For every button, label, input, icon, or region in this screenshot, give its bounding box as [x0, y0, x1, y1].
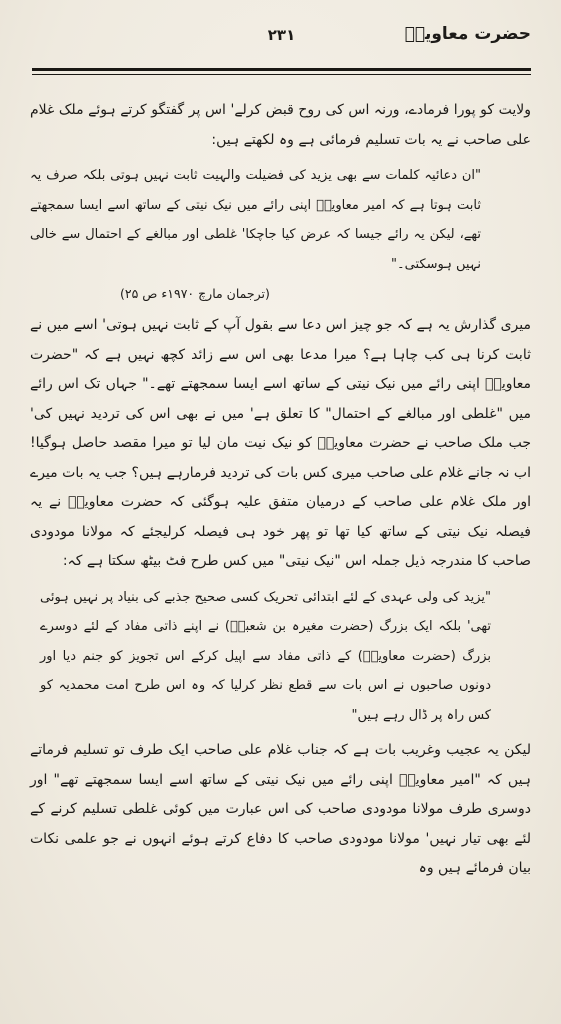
paragraph-1: ولایت کو پورا فرمادے، ورنہ اس کی روح قبض کرلے' اس پر گفتگو کرتے ہوئے ملک غلام علی صاحب نے یہ بات تسلیم فرمائی ہے وہ لکھتے ہیں: [30, 102, 531, 148]
citation: (ترجمان مارچ ۱۹۷۰ء ص ۲۵) [120, 286, 270, 301]
block-quote-2: "یزید کی ولی عہدی کے لئے ابتدائی تحریک کسی صحیح جذبے کی بنیاد پر نہیں ہوئی تھی' بلکہ ایک بزرگ (حضرت مغیرہ بن شعبہؓ) نے اپنے ذاتی مفاد کے لئے دوسرے بزرگ (حضرت معاویہؓ) کے ذاتی مفاد سے اپیل کرکے اس تجویز کو جنم دیا اور دونوں صاحبوں نے اس بات سے قطع نظر کرلیا کہ وہ اس طرح امت محمدیہ کو کس راہ پر ڈال رہے ہیں" [40, 589, 491, 723]
header-rule-thick [32, 68, 531, 71]
paragraph-2: میری گذارش یہ ہے کہ جو چیز اس دعا سے بقول آپ کے ثابت نہیں ہوتی' اسے میں نے ثابت کرنا ہی کب چاہا ہے؟ میرا مدعا بھی اس سے زائد کچھ نہیں ہے کہ "حضرت معاویہؓ اپنی رائے میں نیک نیتی کے ساتھ اسے ایسا سمجھتے تھے۔" جہاں تک اس رائے میں "غلطی اور مبالغے کے احتمال" کا تعلق ہے' میں نے بھی اس کی تردید نہیں کی' جب ملک صاحب نے حضرت معاویہؓ کو نیک نیت مان لیا تو میرا مقصد حاصل ہوگیا! اب نہ جانے غلام علی صاحب میری کس بات کی تردید فرمارہے ہیں؟ جب یہ بات میرے اور ملک غلام علی صاحب کے درمیان متفق علیہ ہوگئی کہ حضرت معاویہؓ نے یہ فیصلہ نیک نیتی کے ساتھ کیا تھا تو پھر خود ہی فیصلہ کرلیجئے کہ مولانا مودودی صاحب کا مندرجہ ذیل جملہ اس "نیک نیتی" میں کس طرح فٹ بیٹھ سکتا ہے کہ: [30, 317, 531, 569]
block-quote-1: "ان دعائیہ کلمات سے بھی یزید کی فضیلت والہیت ثابت نہیں ہوتی بلکہ صرف یہ ثابت ہوتا ہے کہ امیر معاویہؓ اپنی رائے میں نیک نیتی کے ساتھ اسے ایسا سمجھتے تھے، لیکن یہ رائے جیسا کہ عرض کیا جاچکا' غلطی اور مبالغے کے احتمال سے خالی نہیں ہوسکتی۔" [30, 168, 481, 272]
page-number: ۲۳۱ [267, 26, 296, 44]
header-rule-thin [32, 74, 531, 75]
page-body [30, 96, 531, 884]
paragraph-3: لیکن یہ عجیب وغریب بات ہے کہ جناب غلام علی صاحب ایک طرف تو تسلیم فرماتے ہیں کہ "امیر معاویہؓ اپنی رائے میں نیک نیتی کے ساتھ اسے ایسا سمجھتے تھے" اور دوسری طرف مولانا مودودی صاحب کی اس عبارت میں کوئی غلطی تسلیم کرنے کے لئے بھی تیار نہیں' مولانا مودودی صاحب کا دفاع کرتے ہوئے انہوں نے جو علمی نکات بیان فرمائے ہیں وہ [30, 742, 531, 876]
running-header [32, 20, 531, 66]
header-title: حضرت معاویہؓ [404, 24, 531, 44]
